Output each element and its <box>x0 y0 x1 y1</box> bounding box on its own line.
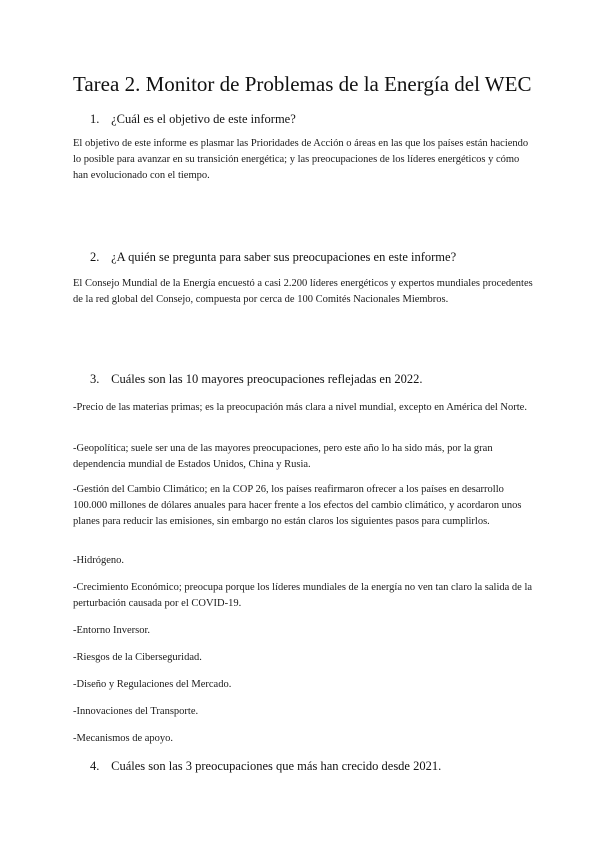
question-2 <box>90 250 456 265</box>
list-item-geopolitics: -Geopolítica; suele ser una de las mayores preocupaciones, pero este año lo ha sido más, por la gran dependencia mundial de Estados Unidos, China y Rusia. <box>73 443 493 470</box>
list-item-investment: -Entorno Inversor. <box>73 625 150 636</box>
question-number: 3. <box>90 372 100 386</box>
question-number: 1. <box>90 112 100 126</box>
answer-2: El Consejo Mundial de la Energía encuestó a casi 2.200 líderes energéticos y expertos mundiales procedentes de la red global del Consejo, compuesta por cerca de 100 Comités Nacionales Miembros. <box>73 278 533 305</box>
question-text: ¿Cuál es el objetivo de este informe? <box>111 112 296 126</box>
list-item-climate-change: -Gestión del Cambio Climático; en la COP 26, los países reafirmaron ofrecer a los países en desarrollo 100.000 millones de dólares anuales para hacer frente a los efectos del cambio climático, y acordaron unos planes para reducir las emisiones, sin embargo no están claros los siguientes pasos para cumplirlos. <box>73 484 522 527</box>
answer-1: El objetivo de este informe es plasmar las Prioridades de Acción o áreas en las que los países están haciendo lo posible para avanzar en su transición energética; y las preocupaciones de los líderes energéticos y cómo han evolucionado con el tiempo. <box>73 138 529 181</box>
question-1 <box>90 112 296 127</box>
list-item-commodity-prices: -Precio de las materias primas; es la preocupación más clara a nivel mundial, excepto en América del Norte. <box>73 402 527 413</box>
question-number: 4. <box>90 759 100 773</box>
question-3 <box>90 372 422 387</box>
question-number: 2. <box>90 250 100 264</box>
list-item-hydrogen: -Hidrógeno. <box>73 555 125 566</box>
list-item-economic-growth: -Crecimiento Económico; preocupa porque los líderes mundiales de la energía no ven tan claro la salida de la perturbación causada por el COVID-19. <box>73 582 533 609</box>
question-text: Cuáles son las 3 preocupaciones que más han crecido desde 2021. <box>111 759 442 773</box>
list-item-transport: -Innovaciones del Transporte. <box>73 706 199 717</box>
list-item-support: -Mecanismos de apoyo. <box>73 733 174 744</box>
list-item-market-design: -Diseño y Regulaciones del Mercado. <box>73 679 232 690</box>
page-title: Tarea 2. Monitor de Problemas de la Energía del WEC <box>73 72 532 96</box>
question-text: Cuáles son las 10 mayores preocupaciones reflejadas en 2022. <box>111 372 423 386</box>
list-item-cybersecurity: -Riesgos de la Ciberseguridad. <box>73 652 202 663</box>
question-text: ¿A quién se pregunta para saber sus preocupaciones en este informe? <box>111 250 457 264</box>
question-4 <box>90 759 441 774</box>
